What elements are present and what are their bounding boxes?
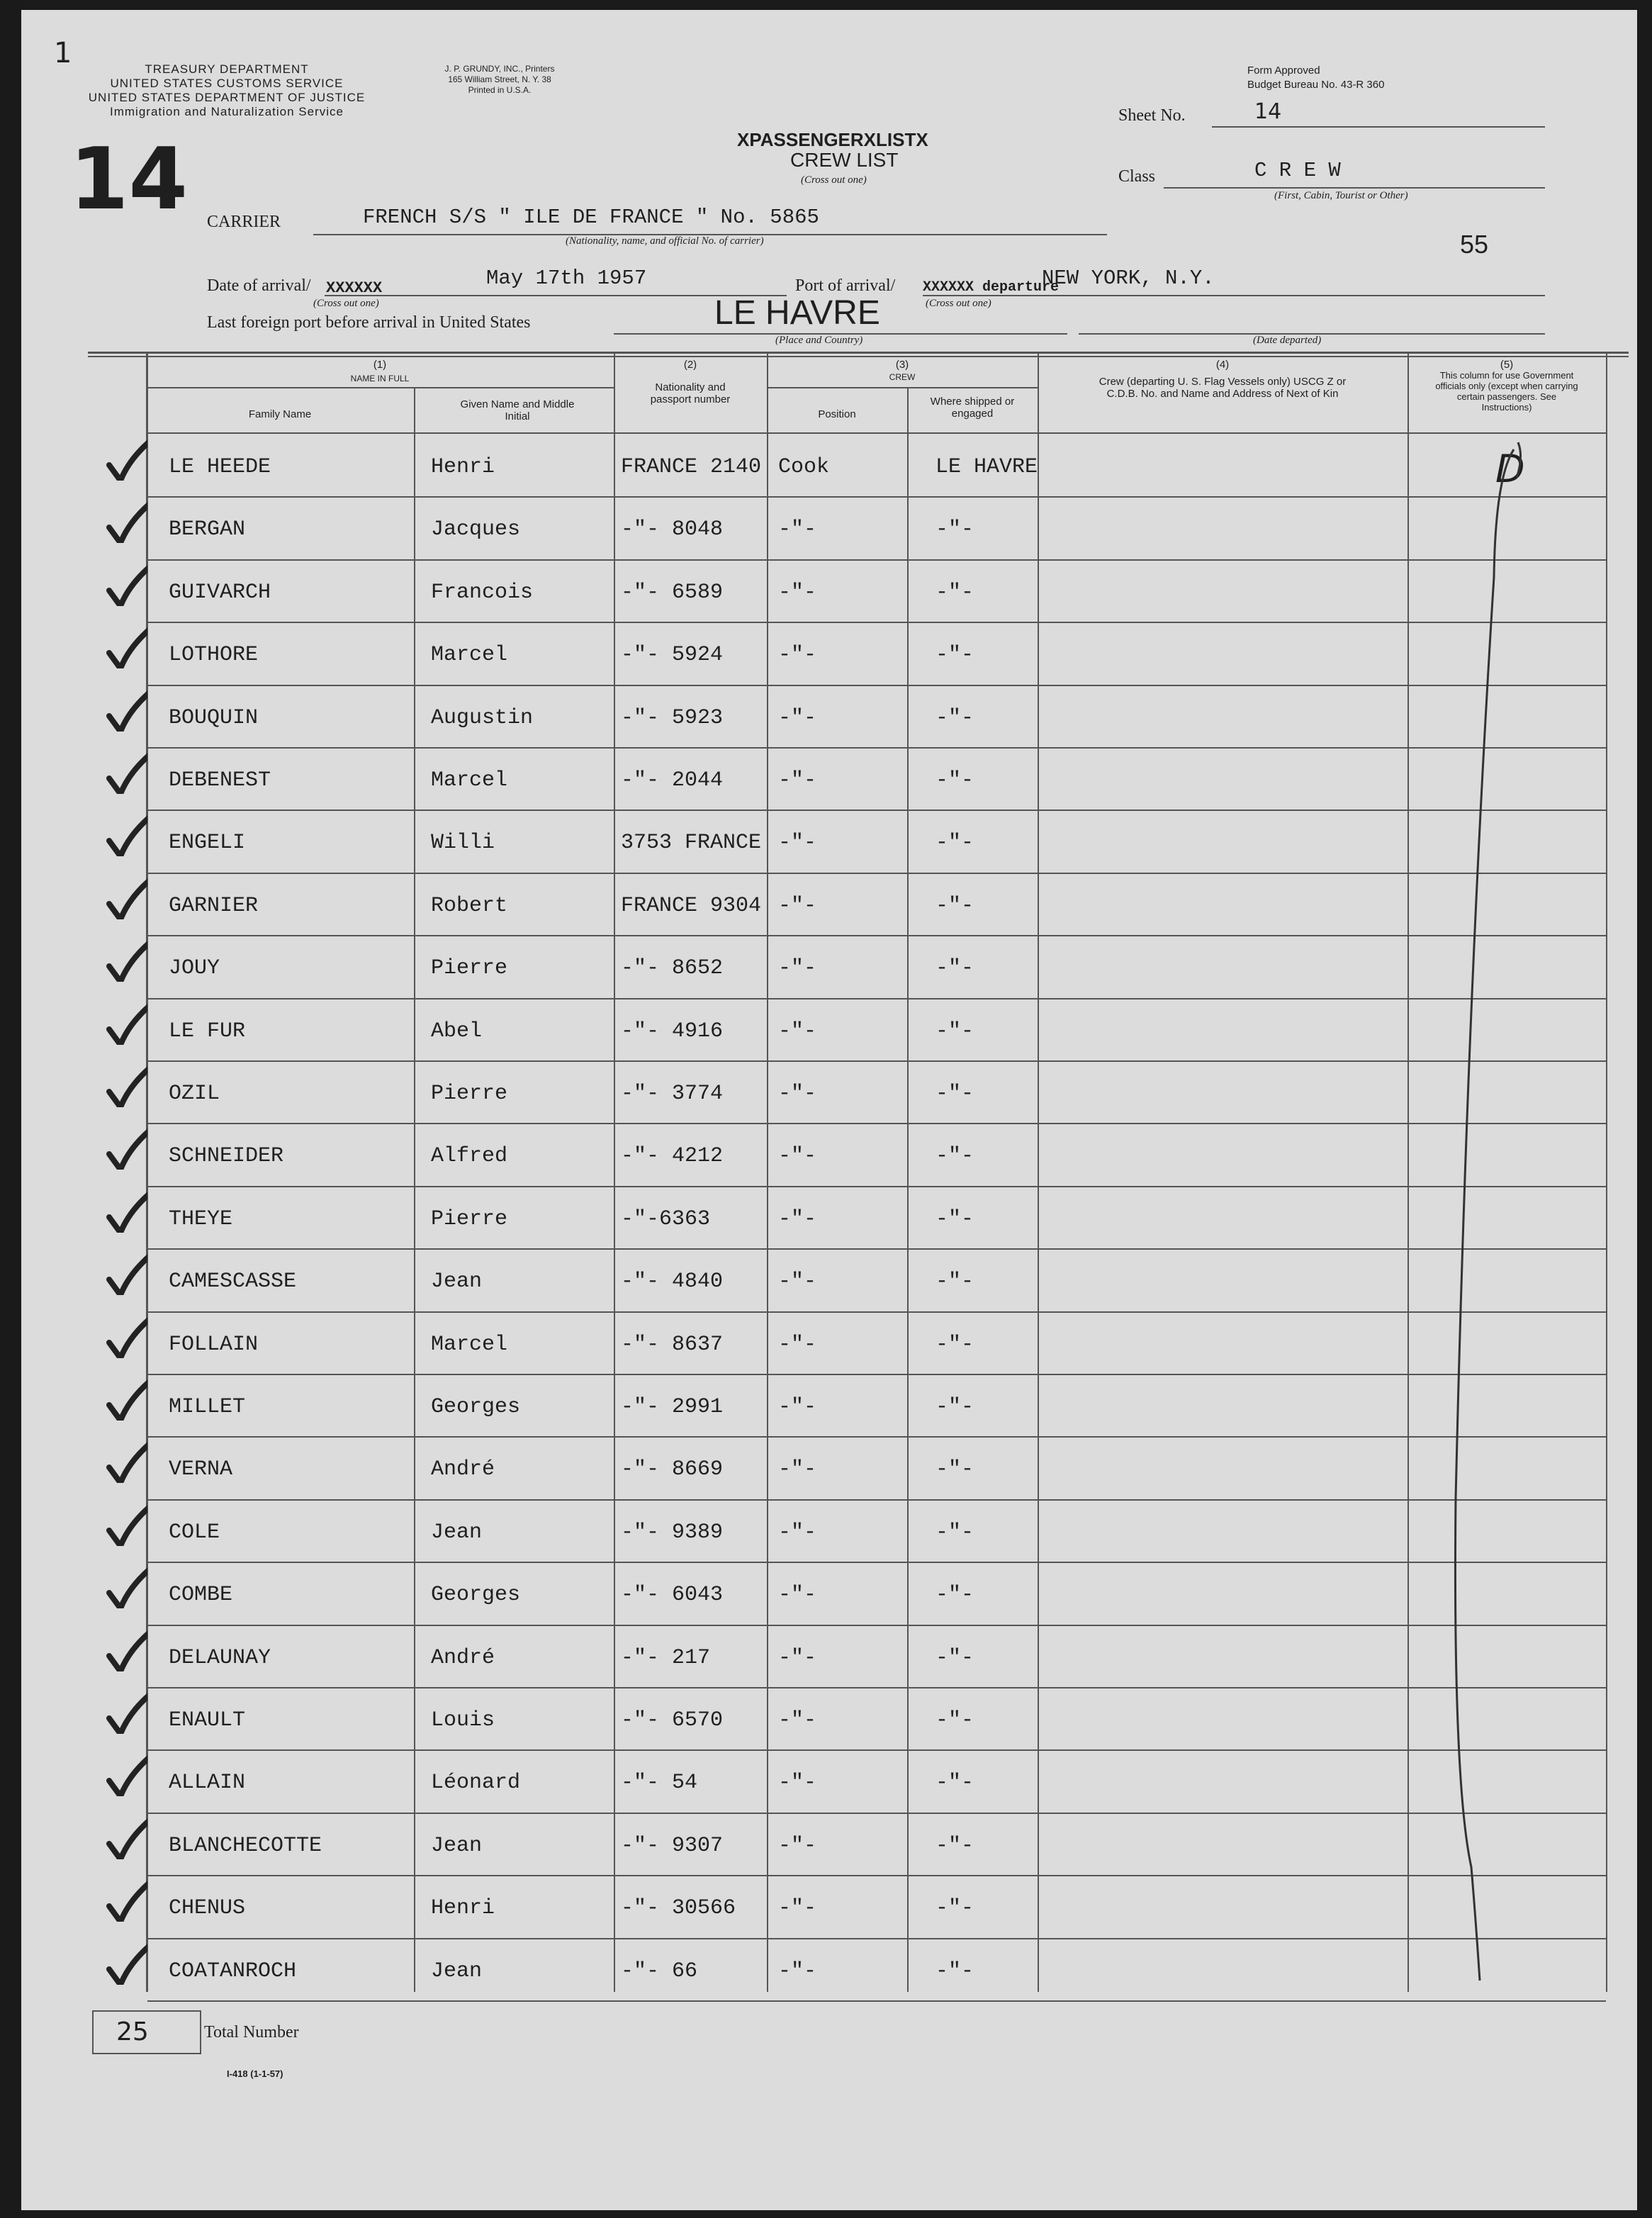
cell-family: CHENUS bbox=[169, 1896, 246, 1921]
corner-mark: 1 bbox=[54, 37, 72, 69]
form-code: I-418 (1-1-57) bbox=[227, 2068, 283, 2079]
cell-given: Jacques bbox=[431, 517, 521, 542]
form-approved-line: Budget Bureau No. 43-R 360 bbox=[1247, 79, 1385, 91]
cell-position: -"- bbox=[778, 831, 817, 856]
cell-position: -"- bbox=[778, 705, 817, 730]
checkmark-icon bbox=[105, 1002, 147, 1045]
port-crossed: XXXXXX departure bbox=[923, 279, 1060, 296]
cell-position: -"- bbox=[778, 1708, 817, 1732]
printer-line: 165 William Street, N. Y. 38 bbox=[448, 74, 551, 84]
cell-shipped: -"- bbox=[935, 1457, 974, 1482]
col2-number: (2) bbox=[683, 359, 697, 371]
cell-shipped: -"- bbox=[935, 1082, 974, 1106]
cell-position: -"- bbox=[778, 1457, 817, 1482]
cell-given: Jean bbox=[431, 1270, 483, 1294]
cell-shipped: -"- bbox=[935, 1270, 974, 1294]
cell-family: VERNA bbox=[169, 1457, 233, 1482]
official-mark: D bbox=[1495, 447, 1525, 491]
class-value: C R E W bbox=[1254, 159, 1341, 182]
cell-shipped: -"- bbox=[935, 1645, 974, 1670]
cell-family: LE HEEDE bbox=[169, 455, 271, 479]
checkmark-icon bbox=[105, 1629, 147, 1671]
cell-shipped: -"- bbox=[935, 1708, 974, 1732]
cell-position: -"- bbox=[778, 1959, 817, 1983]
cell-family: GARNIER bbox=[169, 893, 259, 918]
cell-passport: FRANCE 9304 bbox=[621, 893, 762, 918]
cell-passport: -"- 9389 bbox=[621, 1520, 724, 1545]
cell-family: JOUY bbox=[169, 956, 220, 981]
cell-shipped: -"- bbox=[935, 1206, 974, 1231]
form-approved-line: Form Approved bbox=[1247, 65, 1320, 77]
checkmark-icon bbox=[105, 751, 147, 794]
cell-shipped: -"- bbox=[935, 643, 974, 668]
checkmark-icon bbox=[105, 1754, 147, 1796]
cell-given: Augustin bbox=[431, 705, 534, 730]
checkmark-icon bbox=[105, 1817, 147, 1859]
cell-shipped: -"- bbox=[935, 705, 974, 730]
col4-number: (4) bbox=[1215, 359, 1230, 371]
last-port-value: LE HAVRE bbox=[714, 294, 880, 332]
cell-given: Georges bbox=[431, 1583, 521, 1608]
cell-shipped: -"- bbox=[935, 1520, 974, 1545]
cell-passport: -"- 8048 bbox=[621, 517, 724, 542]
cell-given: Léonard bbox=[431, 1771, 521, 1796]
cell-position: -"- bbox=[778, 1896, 817, 1921]
checkmark-icon bbox=[105, 438, 147, 481]
cell-family: LE FUR bbox=[169, 1019, 246, 1043]
class-hint: (First, Cabin, Tourist or Other) bbox=[1274, 190, 1408, 201]
cell-shipped: -"- bbox=[935, 1896, 974, 1921]
port-label: Port of arrival/ bbox=[795, 276, 896, 295]
cell-position: -"- bbox=[778, 643, 817, 668]
cell-given: Marcel bbox=[431, 768, 508, 792]
agency-block bbox=[64, 62, 390, 119]
cell-shipped: -"- bbox=[935, 1395, 974, 1419]
cell-position: -"- bbox=[778, 1332, 817, 1357]
arrival-date-label: Date of arrival/ bbox=[207, 276, 311, 295]
official-bracket-line bbox=[1410, 435, 1552, 1995]
cell-shipped: -"- bbox=[935, 1332, 974, 1357]
cell-given: Jean bbox=[431, 1833, 483, 1858]
port-value: NEW YORK, N.Y. bbox=[1042, 267, 1215, 290]
cell-family: THEYE bbox=[169, 1206, 233, 1231]
checkmark-icon bbox=[105, 689, 147, 732]
crew-list-form bbox=[21, 10, 1637, 2210]
cell-shipped: -"- bbox=[935, 1833, 974, 1858]
cell-shipped: -"- bbox=[935, 893, 974, 918]
cell-position: -"- bbox=[778, 517, 817, 542]
checkmark-icon bbox=[105, 877, 147, 919]
col5-number: (5) bbox=[1500, 359, 1514, 371]
cell-given: André bbox=[431, 1457, 495, 1482]
cell-position: -"- bbox=[778, 1395, 817, 1419]
cell-shipped: -"- bbox=[935, 1144, 974, 1169]
cell-shipped: -"- bbox=[935, 1019, 974, 1043]
cell-shipped: -"- bbox=[935, 831, 974, 856]
cell-passport: -"- 8669 bbox=[621, 1457, 724, 1482]
cell-passport: -"- 2991 bbox=[621, 1395, 724, 1419]
cell-position: -"- bbox=[778, 1833, 817, 1858]
checkmark-icon bbox=[105, 1127, 147, 1170]
cell-passport: -"- 8652 bbox=[621, 956, 724, 981]
cell-position: -"- bbox=[778, 1206, 817, 1231]
cross-out-hint: (Cross out one) bbox=[801, 174, 867, 186]
checkmark-icon bbox=[105, 500, 147, 543]
cell-shipped: -"- bbox=[935, 1959, 974, 1983]
cell-family: SCHNEIDER bbox=[169, 1144, 284, 1169]
checkmark-icon bbox=[105, 1691, 147, 1734]
checkmark-icon bbox=[105, 1879, 147, 1922]
cell-position: -"- bbox=[778, 1144, 817, 1169]
carrier-label: CARRIER bbox=[207, 213, 281, 231]
cell-shipped: -"- bbox=[935, 1771, 974, 1796]
carrier-value: FRENCH S/S " ILE DE FRANCE " No. 5865 bbox=[363, 206, 819, 229]
cell-given: André bbox=[431, 1645, 495, 1670]
cell-passport: -"- 4212 bbox=[621, 1144, 724, 1169]
printer-block bbox=[415, 64, 585, 96]
cell-given: Pierre bbox=[431, 1206, 508, 1231]
cell-position: -"- bbox=[778, 1019, 817, 1043]
cell-family: DELAUNAY bbox=[169, 1645, 271, 1670]
cell-family: FOLLAIN bbox=[169, 1332, 259, 1357]
col5-title: This column for use Government officials only (except when carrying certain passengers. See Instructions) bbox=[1435, 370, 1578, 413]
sheet-number-handwritten: 14 bbox=[69, 130, 188, 229]
cell-family: DEBENEST bbox=[169, 768, 271, 792]
cell-passport: -"- 66 bbox=[621, 1959, 698, 1983]
passenger-list-crossed: XPASSENGERXLISTX bbox=[737, 129, 928, 150]
cell-position: -"- bbox=[778, 1645, 817, 1670]
cell-given: Henri bbox=[431, 1896, 495, 1921]
total-box bbox=[92, 2010, 201, 2054]
port-hint: (Cross out one) bbox=[926, 298, 991, 309]
cell-family: BERGAN bbox=[169, 517, 246, 542]
checkmark-icon bbox=[105, 1316, 147, 1358]
cell-given: Jean bbox=[431, 1959, 483, 1983]
cell-given: Francois bbox=[431, 580, 534, 605]
cell-given: Pierre bbox=[431, 956, 508, 981]
col1a-header: Family Name bbox=[248, 408, 312, 420]
cell-family: BLANCHECOTTE bbox=[169, 1833, 322, 1858]
printer-line: Printed in U.S.A. bbox=[468, 85, 532, 95]
cell-position: -"- bbox=[778, 768, 817, 792]
cell-shipped: LE HAVRE bbox=[935, 455, 1038, 479]
cell-shipped: -"- bbox=[935, 956, 974, 981]
cell-given: Alfred bbox=[431, 1144, 508, 1169]
total-label: Total Number bbox=[204, 2023, 299, 2041]
cell-passport: -"- 4916 bbox=[621, 1019, 724, 1043]
checkmark-icon bbox=[105, 1503, 147, 1546]
col3a-header: Position bbox=[818, 408, 856, 420]
cell-passport: -"- 2044 bbox=[621, 768, 724, 792]
checkmark-icon bbox=[105, 1942, 147, 1985]
side-number: 55 bbox=[1460, 230, 1489, 259]
checkmark-icon bbox=[105, 1378, 147, 1421]
cell-passport: -"- 6589 bbox=[621, 580, 724, 605]
cell-position: -"- bbox=[778, 893, 817, 918]
carrier-hint: (Nationality, name, and official No. of carrier) bbox=[566, 235, 764, 247]
cell-family: GUIVARCH bbox=[169, 580, 271, 605]
total-value: 25 bbox=[116, 2017, 149, 2046]
cell-given: Robert bbox=[431, 893, 508, 918]
cell-family: OZIL bbox=[169, 1082, 220, 1106]
cell-passport: -"- 5924 bbox=[621, 643, 724, 668]
cell-family: COMBE bbox=[169, 1583, 233, 1608]
cell-shipped: -"- bbox=[935, 768, 974, 792]
sheet-value: 14 bbox=[1254, 99, 1282, 124]
checkmark-icon bbox=[105, 626, 147, 668]
checkmark-icon bbox=[105, 814, 147, 856]
col1-title: NAME IN FULL bbox=[350, 374, 410, 383]
cell-family: BOUQUIN bbox=[169, 705, 259, 730]
class-label: Class bbox=[1118, 167, 1156, 186]
cell-passport: 3753 FRANCE bbox=[621, 831, 762, 856]
cell-passport: -"- 8637 bbox=[621, 1332, 724, 1357]
checkmark-icon bbox=[105, 1190, 147, 1233]
last-port-hint: (Place and Country) bbox=[775, 335, 863, 346]
col2-title: Nationality and passport number bbox=[650, 381, 731, 405]
cell-passport: -"- 6570 bbox=[621, 1708, 724, 1732]
cell-shipped: -"- bbox=[935, 1583, 974, 1608]
cell-given: Pierre bbox=[431, 1082, 508, 1106]
cell-position: -"- bbox=[778, 1520, 817, 1545]
cell-family: COLE bbox=[169, 1520, 220, 1545]
cell-family: ENAULT bbox=[169, 1708, 246, 1732]
agency-line: TREASURY DEPARTMENT bbox=[145, 62, 309, 76]
cell-shipped: -"- bbox=[935, 517, 974, 542]
checkmark-icon bbox=[105, 1253, 147, 1295]
cell-passport: -"- 54 bbox=[621, 1771, 698, 1796]
form-approved bbox=[1247, 64, 1384, 92]
cell-given: Abel bbox=[431, 1019, 483, 1043]
cell-position: -"- bbox=[778, 580, 817, 605]
cell-shipped: -"- bbox=[935, 580, 974, 605]
crew-list-title: CREW LIST bbox=[790, 149, 899, 171]
cell-passport: -"- 217 bbox=[621, 1645, 711, 1670]
agency-line: Immigration and Naturalization Service bbox=[110, 105, 344, 118]
cell-family: ALLAIN bbox=[169, 1771, 246, 1796]
checkmark-icon bbox=[105, 1566, 147, 1608]
cell-passport: -"- 30566 bbox=[621, 1896, 736, 1921]
cell-position: -"- bbox=[778, 1270, 817, 1294]
col4-title: Crew (departing U. S. Flag Vessels only) USCG Z or C.D.B. No. and Name and Address of Next of Kin bbox=[1098, 376, 1347, 400]
cell-given: Willi bbox=[431, 831, 495, 856]
cell-given: Louis bbox=[431, 1708, 495, 1732]
cell-given: Marcel bbox=[431, 1332, 508, 1357]
checkmark-icon bbox=[105, 939, 147, 982]
col3b-header: Where shipped or engaged bbox=[930, 396, 1015, 420]
cell-family: ENGELI bbox=[169, 831, 246, 856]
date-departed-hint: (Date departed) bbox=[1253, 335, 1322, 346]
arrival-date-crossed: XXXXXX bbox=[326, 279, 383, 297]
cell-family: MILLET bbox=[169, 1395, 246, 1419]
cell-given: Henri bbox=[431, 455, 495, 479]
cell-passport: -"- 6043 bbox=[621, 1583, 724, 1608]
col3-number: (3) bbox=[895, 359, 909, 371]
cell-given: Marcel bbox=[431, 643, 508, 668]
cell-family: LOTHORE bbox=[169, 643, 259, 668]
cell-position: -"- bbox=[778, 1771, 817, 1796]
col3-title: CREW bbox=[889, 372, 916, 382]
sheet-label: Sheet No. bbox=[1118, 106, 1186, 125]
printer-line: J. P. GRUNDY, INC., Printers bbox=[444, 64, 555, 74]
agency-line: UNITED STATES DEPARTMENT OF JUSTICE bbox=[88, 91, 366, 104]
checkmark-icon bbox=[105, 1065, 147, 1107]
cell-passport: -"- 9307 bbox=[621, 1833, 724, 1858]
cell-family: CAMESCASSE bbox=[169, 1270, 297, 1294]
cell-position: -"- bbox=[778, 1082, 817, 1106]
agency-line: UNITED STATES CUSTOMS SERVICE bbox=[110, 77, 344, 90]
cell-passport: -"- 3774 bbox=[621, 1082, 724, 1106]
cell-given: Georges bbox=[431, 1395, 521, 1419]
checkmark-icon bbox=[105, 1440, 147, 1483]
col1-number: (1) bbox=[373, 359, 387, 371]
cell-family: COATANROCH bbox=[169, 1959, 297, 1983]
cell-passport: -"-6363 bbox=[621, 1206, 711, 1231]
cell-position: Cook bbox=[778, 455, 830, 479]
col1b-header: Given Name and Middle Initial bbox=[460, 398, 575, 422]
checkmark-icon bbox=[105, 564, 147, 606]
cell-passport: -"- 5923 bbox=[621, 705, 724, 730]
last-port-label: Last foreign port before arrival in United States bbox=[207, 313, 531, 332]
cell-given: Jean bbox=[431, 1520, 483, 1545]
cell-passport: FRANCE 2140 bbox=[621, 455, 762, 479]
cell-position: -"- bbox=[778, 956, 817, 981]
cell-passport: -"- 4840 bbox=[621, 1270, 724, 1294]
cell-position: -"- bbox=[778, 1583, 817, 1608]
arrival-date-hint: (Cross out one) bbox=[313, 298, 379, 309]
arrival-date-value: May 17th 1957 bbox=[486, 267, 647, 290]
